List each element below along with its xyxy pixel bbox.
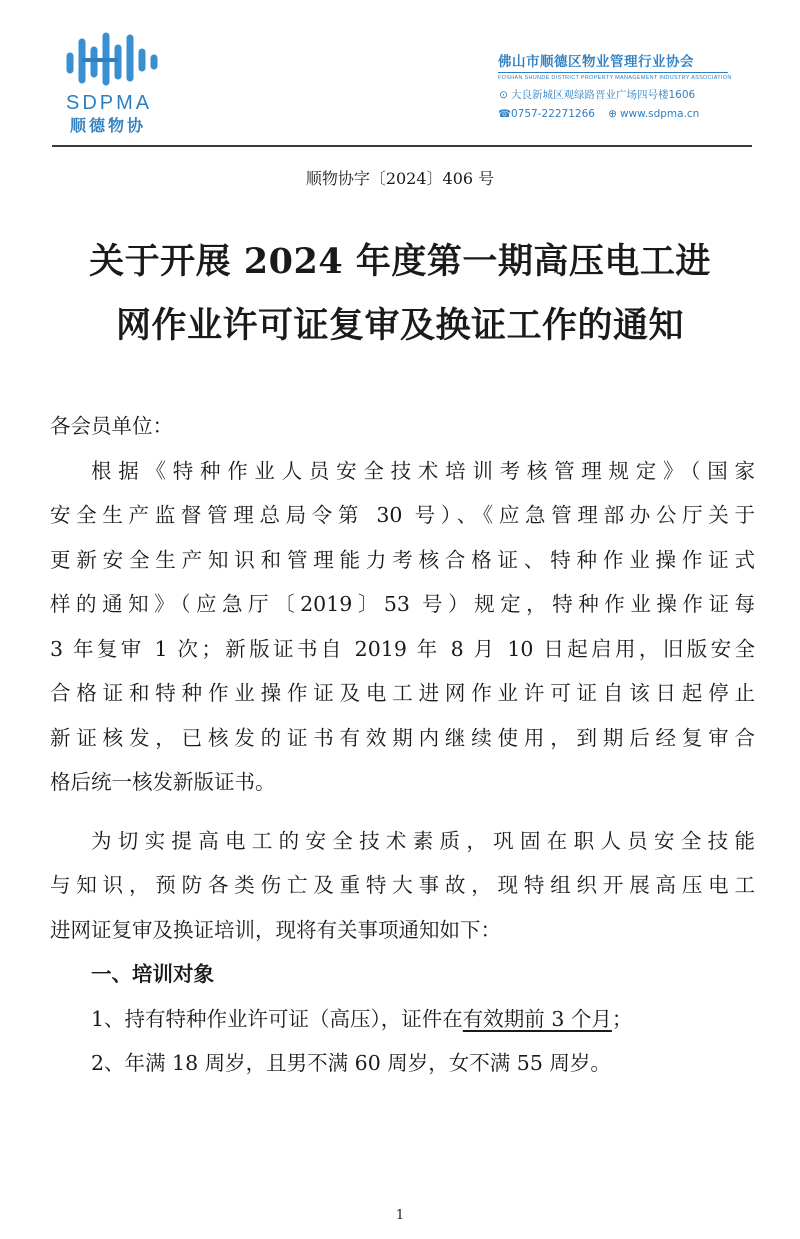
item-text-suffix: ； xyxy=(611,1006,633,1031)
sdpma-logo-mark-icon xyxy=(60,28,160,88)
paragraph-line: 进网证复审及换证培训，现将有关事项通知如下： xyxy=(50,917,501,942)
paragraph-gap xyxy=(50,805,755,819)
paragraph-line: 样的通知》（应急厅〔2019〕53 号）规定，特种作业操作证每 xyxy=(50,592,755,616)
document-body xyxy=(50,404,755,1086)
phone-text: 0757-22271266 xyxy=(511,108,595,120)
address-line xyxy=(498,87,728,102)
paragraph-line: 新证核发，已核发的证书有效期内继续使用，到期后经复审合 xyxy=(50,725,755,750)
header-divider xyxy=(52,145,752,147)
title-line: 关于开展 2024 年度第一期高压电工进 xyxy=(89,241,711,282)
paragraph-line: 3 年复审 1 次；新版证书自 2019 年 8 月 10 日起启用，旧版安全 xyxy=(50,636,755,661)
address-text: 大良新城区观绿路晋业广场四号楼1606 xyxy=(511,89,696,101)
salutation: 各会员单位： xyxy=(50,414,173,438)
logo-text: SDPMA xyxy=(66,92,153,114)
title-line: 网作业许可证复审及换证工作的通知 xyxy=(115,305,684,346)
page-number: 1 xyxy=(395,1208,405,1223)
phone-icon: ☎ xyxy=(498,108,512,120)
association-name: 佛山市顺德区物业管理行业协会 xyxy=(498,50,728,73)
document-title xyxy=(40,230,760,358)
paragraph-line: 根据《特种作业人员安全技术培训考核管理规定》（国家 xyxy=(91,458,755,483)
list-item: 2、年满 18 周岁，且男不满 60 周岁，女不满 55 周岁。 xyxy=(91,1051,611,1075)
logo-cn-text: 顺德物协 xyxy=(70,116,147,135)
paragraph-line: 格后统一核发新版证书。 xyxy=(50,770,276,794)
document-number: 顺物协字〔2024〕406 号 xyxy=(305,169,495,188)
association-info xyxy=(498,50,732,120)
item-text: 1、持有特种作业许可证（高压），证件在 xyxy=(91,1006,463,1031)
location-pin-icon: ⊙ xyxy=(499,89,508,101)
paragraph-line: 为切实提高电工的安全技术素质，巩固在职人员安全技能 xyxy=(91,828,755,853)
globe-icon: ⊕ xyxy=(608,108,617,120)
paragraph-line: 更新安全生产知识和管理能力考核合格证、特种作业操作证式 xyxy=(50,547,755,572)
association-english-name: FOSHAN SHUNDE DISTRICT PROPERTY MANAGEMENT INDUSTRY ASSOCIATION xyxy=(498,75,732,81)
contact-line xyxy=(498,108,728,120)
paragraph-line: 合格证和特种作业操作证及电工进网作业许可证自该日起停止 xyxy=(50,681,755,705)
paragraph-line: 安全生产监督管理总局令第 30 号）、《应急管理部办公厅关于 xyxy=(50,503,755,527)
letterhead xyxy=(0,0,800,150)
paragraph-line: 与知识，预防各类伤亡及重特大事故，现特组织开展高压电工 xyxy=(50,873,755,897)
sdpma-logo xyxy=(60,28,170,136)
list-item xyxy=(50,997,755,1042)
website-link[interactable]: www.sdpma.cn xyxy=(619,108,700,120)
section-heading: 一、培训对象 xyxy=(91,962,214,986)
item-underlined-text: 有效期前 3 个月 xyxy=(462,1006,612,1031)
